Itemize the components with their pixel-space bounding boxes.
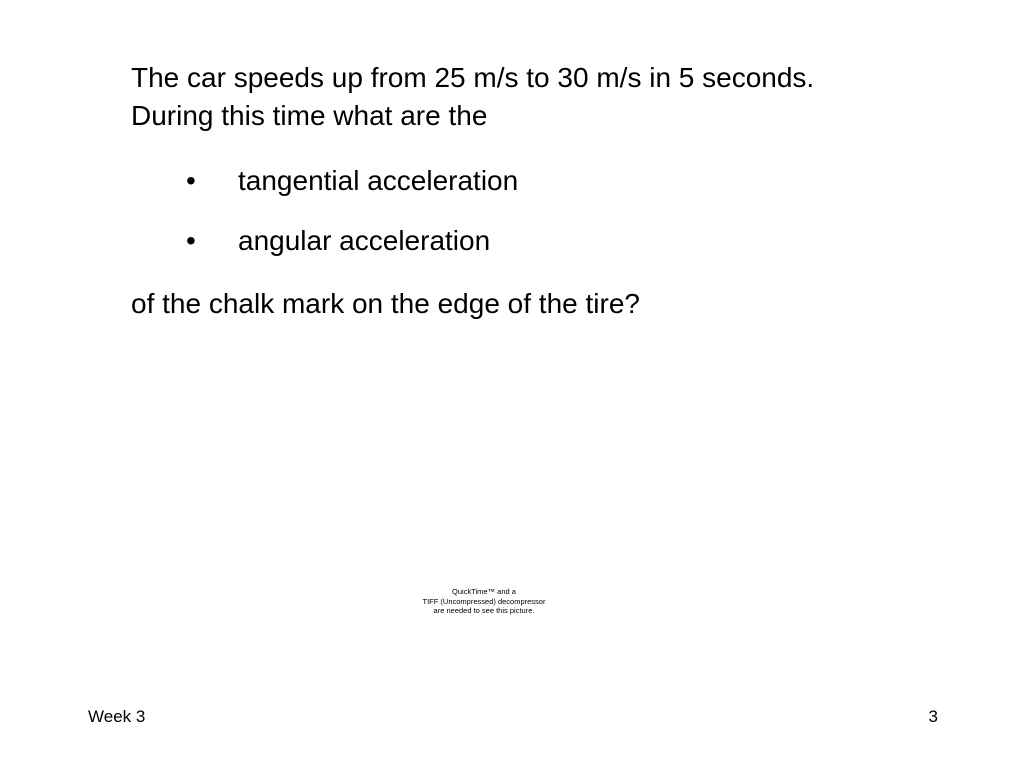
- placeholder-line-3: are needed to see this picture.: [433, 606, 535, 615]
- intro-line-2: During this time what are the: [131, 100, 488, 131]
- bullet-text: tangential acceleration: [238, 165, 519, 196]
- bullet-symbol: •: [186, 225, 196, 256]
- intro-line-1: The car speeds up from 25 m/s to 30 m/s in 5 seconds.: [131, 62, 815, 93]
- placeholder-line-2: TIFF (Uncompressed) decompressor: [422, 596, 546, 606]
- footer-page-number: 3: [928, 707, 938, 726]
- footer-week-label: Week 3: [88, 707, 146, 726]
- quicktime-image-placeholder: [384, 587, 584, 616]
- bullet-text: angular acceleration: [238, 225, 491, 256]
- placeholder-line-1: QuickTime™ and a: [452, 587, 516, 596]
- bullet-symbol: •: [186, 165, 196, 196]
- question-closing: of the chalk mark on the edge of the tire?: [131, 288, 640, 319]
- question-intro: [131, 59, 1001, 135]
